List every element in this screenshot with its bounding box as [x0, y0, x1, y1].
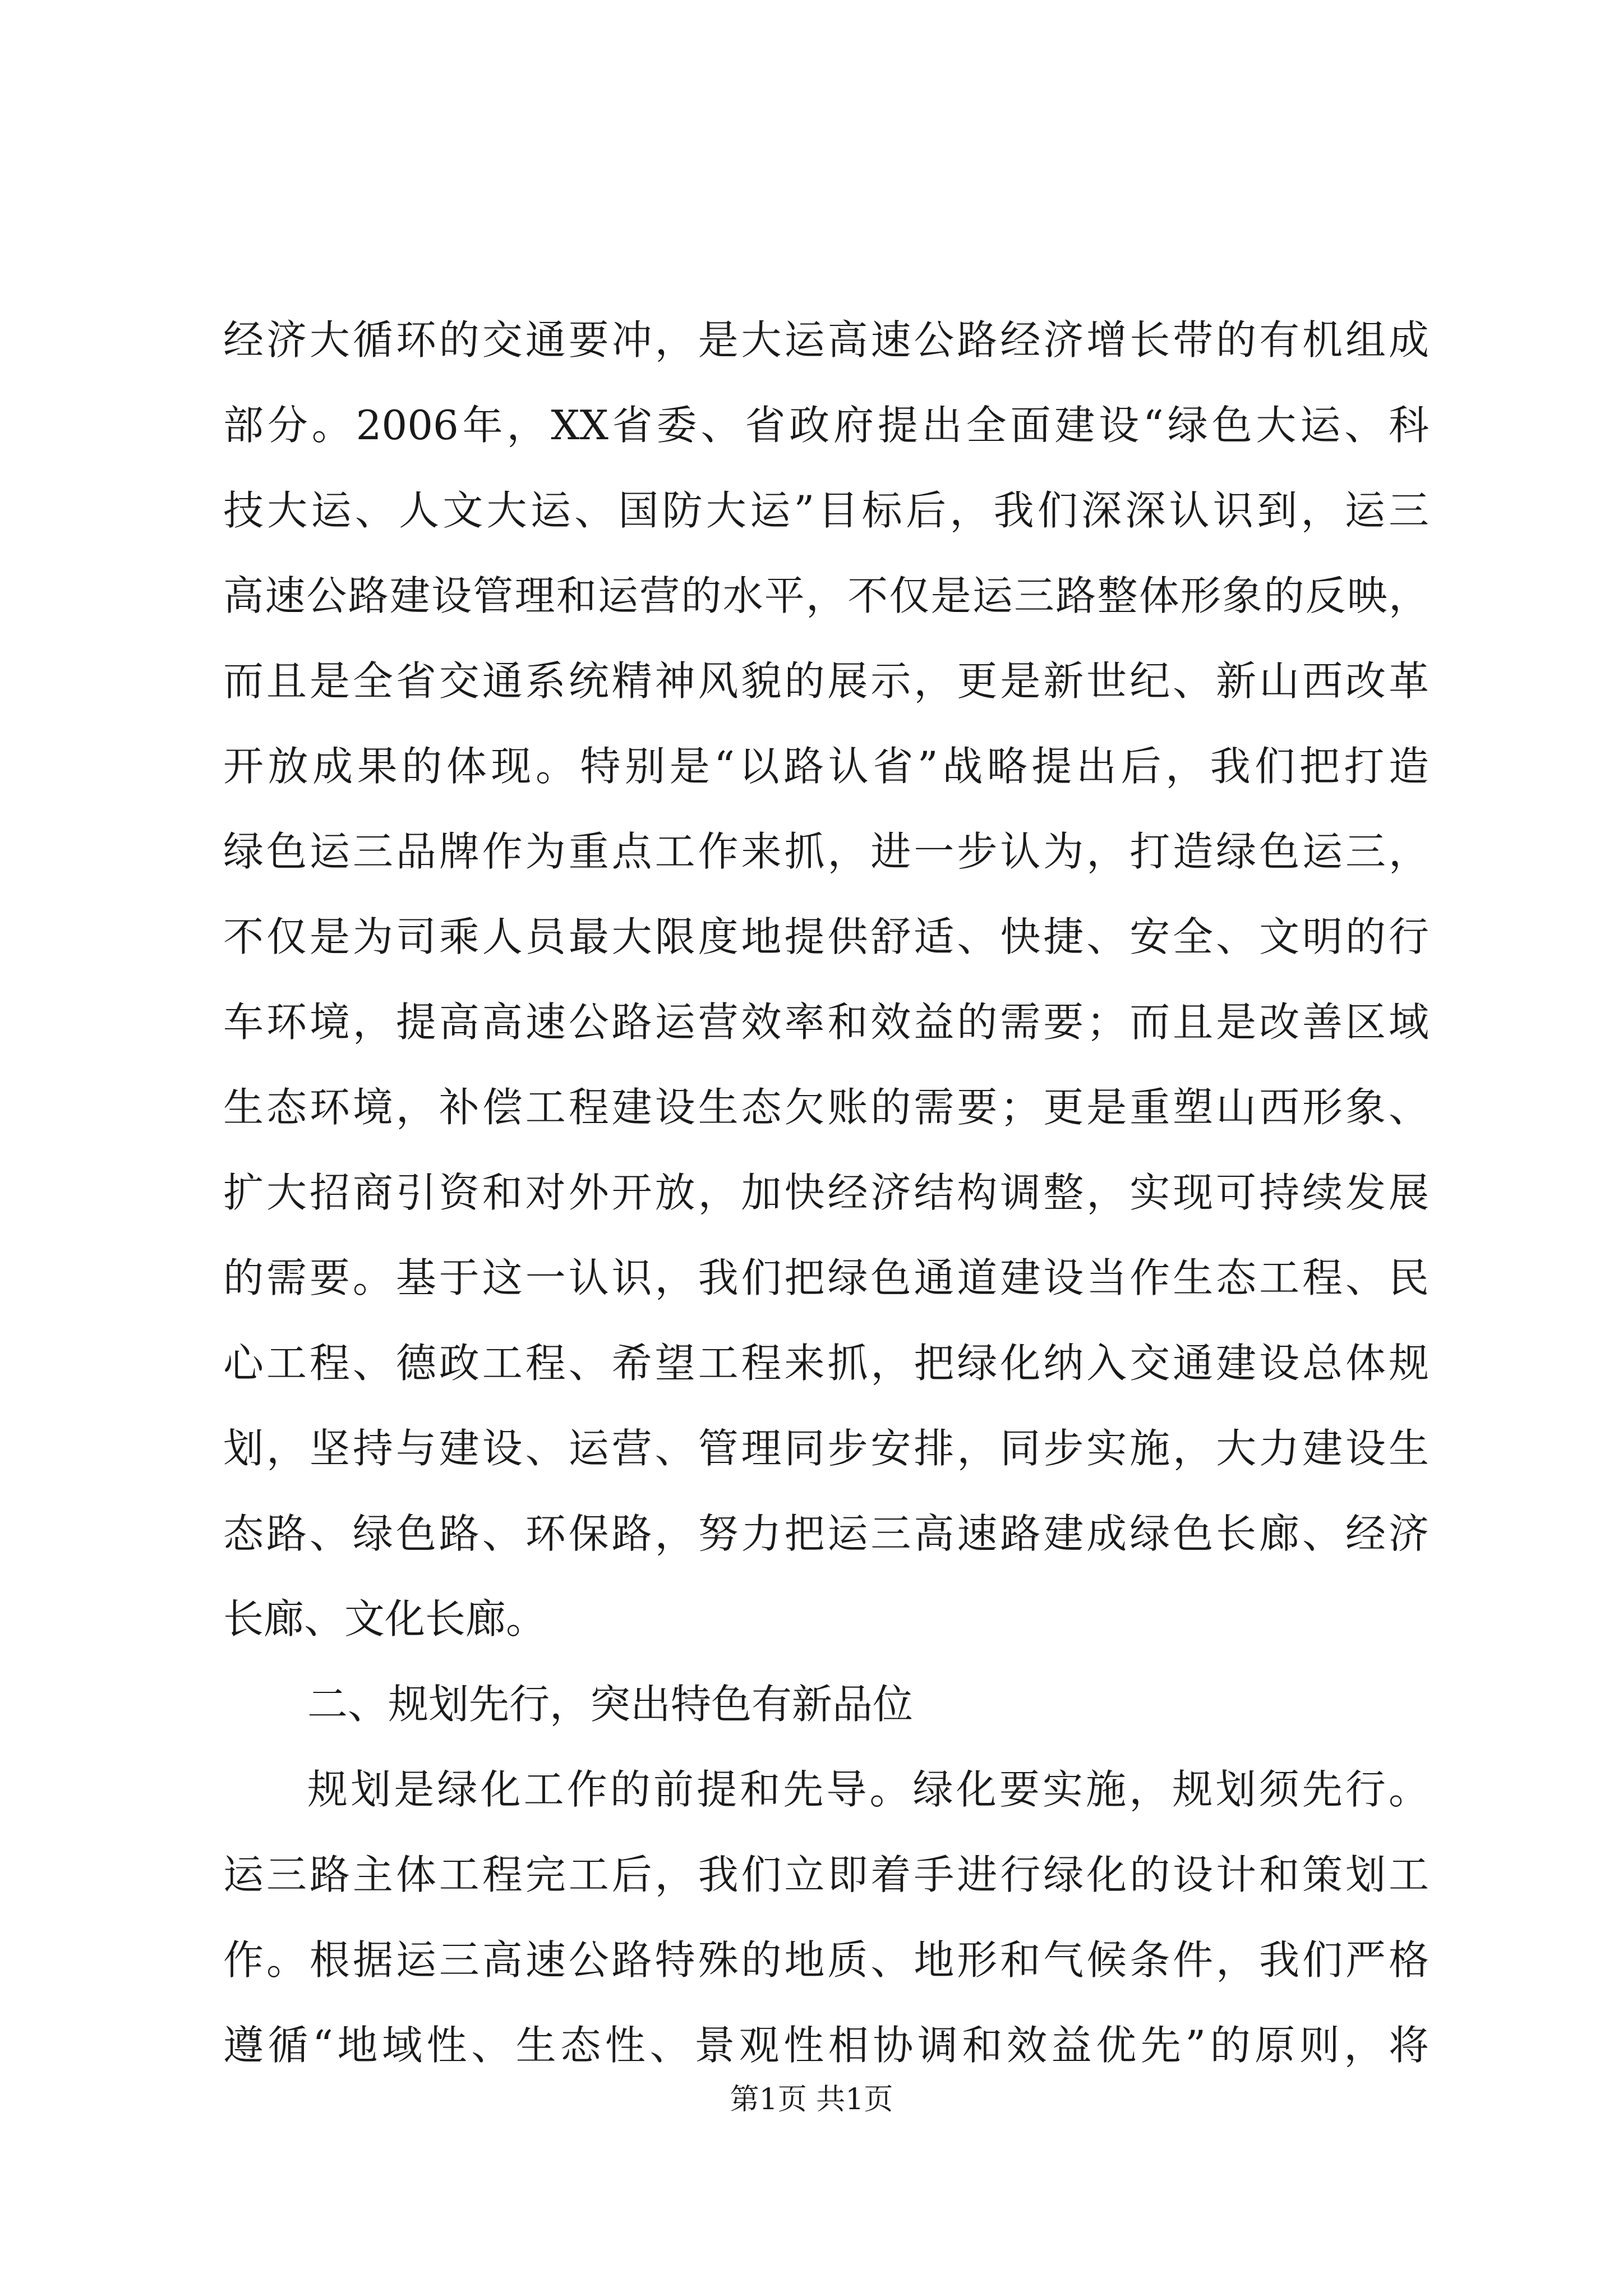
text-line: 扩大招商引资和对外开放，加快经济结构调整，实现可持续发展 [223, 1169, 1429, 1216]
text-line: 的需要。基于这一认识，我们把绿色通道建设当作生态工程、民 [223, 1254, 1429, 1301]
section-heading: 二、规划先行，突出特色有新品位 [307, 1681, 914, 1728]
paragraph-first-line: 规划是绿化工作的前提和先导。绿化要实施，规划须先行。 [307, 1766, 1429, 1813]
text-line: 技大运、人文大运、国防大运”目标后，我们深深认识到，运三 [223, 487, 1429, 534]
text-line: 作。根据运三高速公路特殊的地质、地形和气候条件，我们严格 [223, 1936, 1429, 1984]
text-line: 绿色运三品牌作为重点工作来抓，进一步认为，打造绿色运三， [223, 828, 1429, 875]
text-line: 高速公路建设管理和运营的水平，不仅是运三路整体形象的反映， [223, 572, 1429, 619]
text-line: 态路、绿色路、环保路，努力把运三高速路建成绿色长廊、经济 [223, 1510, 1429, 1557]
text-line: 开放成果的体现。特别是“以路认省”战略提出后，我们把打造 [223, 743, 1429, 790]
text-line: 心工程、德政工程、希望工程来抓，把绿化纳入交通建设总体规 [223, 1340, 1429, 1387]
text-line: 运三路主体工程完工后，我们立即着手进行绿化的设计和策划工 [223, 1851, 1429, 1898]
text-line: 不仅是为司乘人员最大限度地提供舒适、快捷、安全、文明的行 [223, 913, 1429, 960]
text-line: 遵循“地域性、生态性、景观性相协调和效益优先”的原则，将 [223, 2022, 1429, 2069]
body-text [223, 297, 1429, 2088]
text-line: 经济大循环的交通要冲，是大运高速公路经济增长带的有机组成 [223, 316, 1429, 364]
text-line: 划，坚持与建设、运营、管理同步安排，同步实施，大力建设生 [223, 1425, 1429, 1472]
text-line: 长廊、文化长廊。 [223, 1595, 547, 1642]
text-line: 车环境，提高高速公路运营效率和效益的需要；而且是改善区域 [223, 999, 1429, 1046]
text-line: 生态环境，补偿工程建设生态欠账的需要；更是重塑山西形象、 [223, 1084, 1429, 1131]
page-footer: 第1页 共1页 [730, 2083, 893, 2116]
text-line: 部分。2006年，XX省委、省政府提出全面建设“绿色大运、科 [223, 402, 1429, 449]
text-line: 而且是全省交通系统精神风貌的展示，更是新世纪、新山西改革 [223, 657, 1429, 705]
